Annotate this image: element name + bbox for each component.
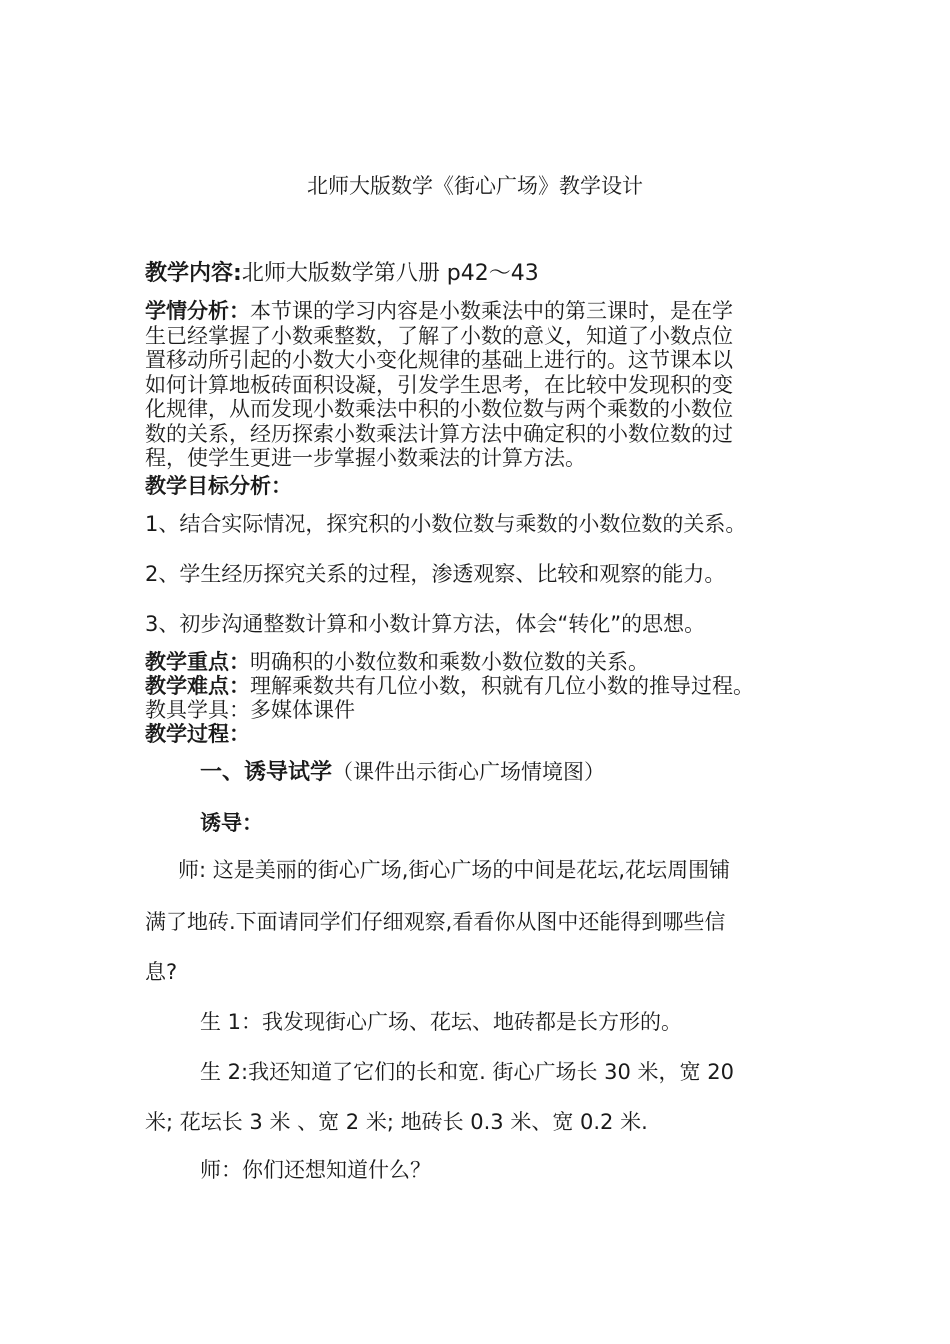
difficulty-text: 理解乘数共有几位小数，积就有几位小数的推导过程。 (250, 674, 754, 698)
goal-item: 2、学生经历探究关系的过程，渗透观察、比较和观察的能力。 (145, 562, 726, 586)
difficulty-label: 教学难点： (145, 674, 250, 698)
document-title: 北师大版数学《街心广场》教学设计 (307, 174, 643, 198)
teaching-goals-label: 教学目标分析： (145, 474, 292, 498)
analysis-line: 化规律，从而发现小数乘法中积的小数位数与两个乘数的小数位 (145, 397, 733, 421)
teaching-content-label: 教学内容: (145, 261, 242, 286)
teaching-process-label: 教学过程： (145, 722, 250, 746)
dialog-line: 米; 花坛长 3 米 、宽 2 米; 地砖长 0.3 米、宽 0.2 米. (145, 1110, 648, 1134)
analysis-line: 生已经掌握了小数乘整数，了解了小数的意义，知道了小数点位 (145, 323, 733, 348)
section-title: 一、诱导试学 (200, 760, 333, 785)
teaching-content (145, 262, 539, 286)
dialog-line: 生 2:我还知道了它们的长和宽. 街心广场长 30 米，宽 20 (200, 1060, 734, 1084)
learning-analysis (145, 299, 815, 471)
teaching-tools: 教具学具：多媒体课件 (145, 698, 355, 722)
section-heading (200, 760, 605, 785)
guide-label: 诱导： (200, 811, 263, 835)
dialog-line: 师: 这是美丽的街心广场,街心广场的中间是花坛,花坛周围铺 (178, 858, 731, 882)
analysis-line: 本节课的学习内容是小数乘法中的第三课时，是在学 (250, 299, 733, 323)
analysis-line: 程，使学生更进一步掌握小数乘法的计算方法。 (145, 446, 586, 470)
goal-item: 3、初步沟通整数计算和小数计算方法，体会“转化”的思想。 (145, 612, 706, 636)
key-point-label: 教学重点： (145, 650, 250, 674)
dialog-line: 息? (145, 960, 178, 984)
difficulty (145, 674, 754, 698)
analysis-line: 如何计算地板砖面积设凝，引发学生思考，在比较中发现积的变 (145, 372, 733, 397)
dialog-line: 满了地砖.下面请同学们仔细观察,看看你从图中还能得到哪些信 (145, 910, 726, 934)
dialog-line: 师：你们还想知道什么？ (200, 1158, 431, 1182)
dialog-line: 生 1：我发现街心广场、花坛、地砖都是长方形的。 (200, 1010, 683, 1034)
analysis-line: 置移动所引起的小数大小变化规律的基础上进行的。这节课本以 (145, 348, 733, 372)
teaching-content-text: 北师大版数学第八册 p42～43 (241, 261, 539, 286)
analysis-line: 数的关系，经历探索小数乘法计算方法中确定积的小数位数的过 (145, 421, 733, 446)
key-point (145, 650, 649, 674)
learning-analysis-label: 学情分析： (145, 299, 250, 323)
goal-item: 1、结合实际情况，探究积的小数位数与乘数的小数位数的关系。 (145, 512, 747, 536)
key-point-text: 明确积的小数位数和乘数小数位数的关系。 (250, 650, 649, 674)
section-note: （课件出示街心广场情境图） (332, 760, 606, 784)
